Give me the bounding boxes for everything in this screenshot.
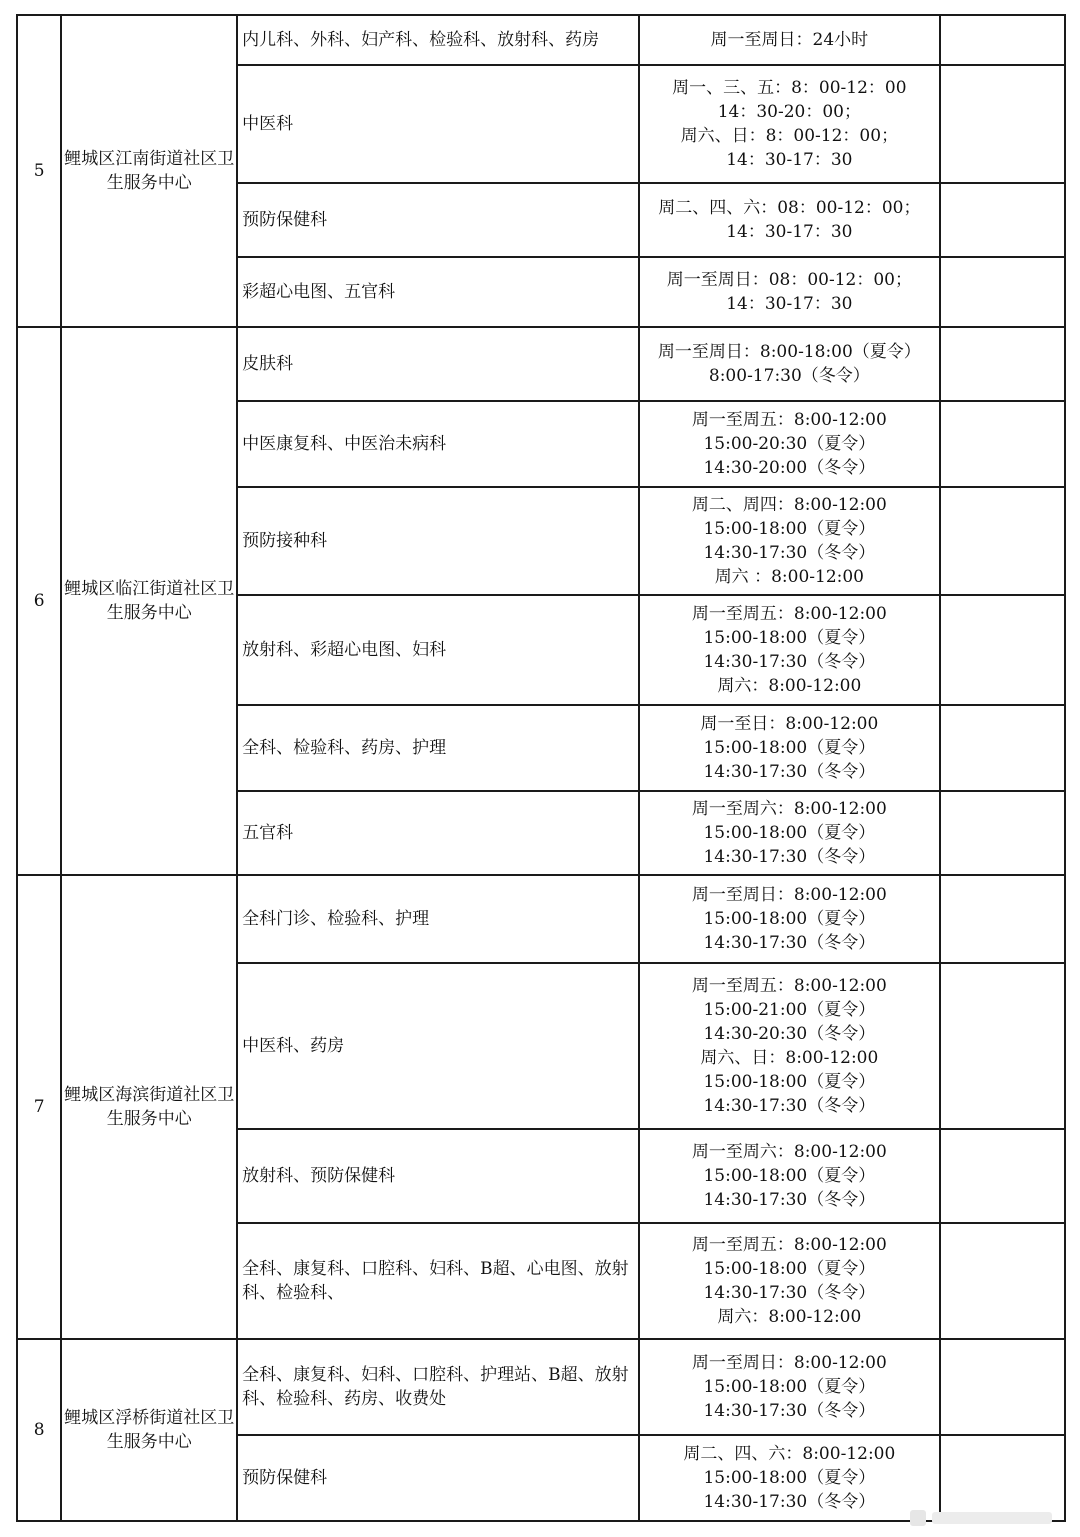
schedule-table — [16, 14, 1066, 1522]
hours-line: 周一至周五：8:00-12:00 — [691, 976, 887, 996]
hours-line: 15:00-18:00（夏令） — [703, 519, 876, 539]
hours-line: 周一至周五：8:00-12:00 — [691, 604, 887, 624]
hours-line: 14:30-17:30（冬令） — [703, 847, 876, 867]
hours-line: 14:30-17:30（冬令） — [703, 1283, 876, 1303]
blank-cell — [940, 875, 1065, 963]
hours-line: 周六、日：8:00-12:00 — [700, 1048, 879, 1068]
hours-cell — [639, 595, 940, 705]
blank-cell — [940, 401, 1065, 487]
department-cell: 全科、康复科、妇科、口腔科、护理站、B超、放射科、检验科、药房、收费处 — [237, 1339, 639, 1435]
hours-cell — [639, 1129, 940, 1223]
blank-cell — [940, 595, 1065, 705]
department-cell: 内儿科、外科、妇产科、检验科、放射科、药房 — [237, 15, 639, 65]
blank-cell — [940, 487, 1065, 595]
blank-cell — [940, 327, 1065, 401]
department-cell: 皮肤科 — [237, 327, 639, 401]
hours-line: 15:00-20:30（夏令） — [703, 434, 876, 454]
hours-line: 周六：8:00-12:00 — [717, 676, 862, 696]
blank-cell — [940, 705, 1065, 791]
center-name: 鲤城区临江街道社区卫生服务中心 — [61, 327, 237, 875]
hours-cell — [639, 1435, 940, 1521]
blank-cell — [940, 963, 1065, 1129]
row-number: 8 — [17, 1339, 61, 1521]
blank-cell — [940, 1339, 1065, 1435]
hours-line: 周一至周五：8:00-12:00 — [691, 410, 887, 430]
department-cell: 全科、康复科、口腔科、妇科、B超、心电图、放射科、检验科、 — [237, 1223, 639, 1339]
hours-line: 周一至周日：8:00-12:00 — [691, 1353, 887, 1373]
table-row — [17, 1339, 1065, 1435]
hours-line: 周一至周五：8:00-12:00 — [691, 1235, 887, 1255]
hours-line: 14:30-17:30（冬令） — [703, 1492, 876, 1512]
blank-cell — [940, 183, 1065, 257]
hours-cell — [639, 1339, 940, 1435]
department-cell: 彩超心电图、五官科 — [237, 257, 639, 327]
hours-line: 14:30-17:30（冬令） — [703, 1096, 876, 1116]
department-cell: 预防接种科 — [237, 487, 639, 595]
hours-line: 14:30-17:30（冬令） — [703, 543, 876, 563]
hours-cell — [639, 15, 940, 65]
hours-line: 15:00-18:00（夏令） — [703, 628, 876, 648]
hours-cell — [639, 705, 940, 791]
blank-cell — [940, 15, 1065, 65]
hours-line: 周六、日：8：00-12：00； — [680, 126, 899, 146]
hours-line: 14:30-20:30（冬令） — [703, 1024, 876, 1044]
hours-line: 14:30-17:30（冬令） — [703, 1401, 876, 1421]
hours-line: 14：30-20：00； — [717, 102, 861, 122]
hours-cell — [639, 65, 940, 183]
hours-line: 15:00-21:00（夏令） — [703, 1000, 876, 1020]
hours-line: 14：30-17：30 — [726, 294, 853, 314]
blank-cell — [940, 257, 1065, 327]
department-cell: 中医科 — [237, 65, 639, 183]
hours-line: 15:00-18:00（夏令） — [703, 1166, 876, 1186]
hours-cell — [639, 1223, 940, 1339]
hours-line: 8:00-17:30（冬令） — [708, 366, 870, 386]
hours-cell — [639, 487, 940, 595]
blank-cell — [940, 791, 1065, 875]
watermark-logo — [910, 1507, 1058, 1529]
blank-cell — [940, 1129, 1065, 1223]
department-cell: 五官科 — [237, 791, 639, 875]
hours-line: 14:30-17:30（冬令） — [703, 1190, 876, 1210]
table-row — [17, 15, 1065, 65]
hours-line: 15:00-18:00（夏令） — [703, 1468, 876, 1488]
hours-line: 周一至周日：24小时 — [710, 30, 869, 50]
row-number: 7 — [17, 875, 61, 1339]
hours-line: 15:00-18:00（夏令） — [703, 909, 876, 929]
hours-cell — [639, 875, 940, 963]
hours-line: 14:30-17:30（冬令） — [703, 762, 876, 782]
center-name: 鲤城区海滨街道社区卫生服务中心 — [61, 875, 237, 1339]
center-name: 鲤城区江南街道社区卫生服务中心 — [61, 15, 237, 327]
hours-line: 15:00-18:00（夏令） — [703, 1377, 876, 1397]
hours-line: 15:00-18:00（夏令） — [703, 738, 876, 758]
hours-line: 周一、三、五：8：00-12：00 — [672, 78, 907, 98]
hours-line: 14：30-17：30 — [726, 222, 853, 242]
department-cell: 放射科、彩超心电图、妇科 — [237, 595, 639, 705]
hours-cell — [639, 963, 940, 1129]
row-number: 6 — [17, 327, 61, 875]
hours-line: 14:30-17:30（冬令） — [703, 652, 876, 672]
hours-cell — [639, 183, 940, 257]
department-cell: 中医科、药房 — [237, 963, 639, 1129]
department-cell: 预防保健科 — [237, 1435, 639, 1521]
hours-line: 周一至周日：8:00-12:00 — [691, 885, 887, 905]
department-cell: 全科、检验科、药房、护理 — [237, 705, 639, 791]
hours-cell — [639, 327, 940, 401]
hours-line: 15:00-18:00（夏令） — [703, 1259, 876, 1279]
hours-line: 周六：8:00-12:00 — [717, 1307, 862, 1327]
hours-line: 周一至周日：8:00-18:00（夏令） — [657, 342, 921, 362]
hours-line: 15:00-18:00（夏令） — [703, 1072, 876, 1092]
blank-cell — [940, 65, 1065, 183]
table-row — [17, 875, 1065, 963]
department-cell: 中医康复科、中医治未病科 — [237, 401, 639, 487]
hours-line: 周二、周四：8:00-12:00 — [691, 495, 887, 515]
department-cell: 放射科、预防保健科 — [237, 1129, 639, 1223]
hours-cell — [639, 791, 940, 875]
blank-cell — [940, 1223, 1065, 1339]
hours-cell — [639, 257, 940, 327]
table-row — [17, 327, 1065, 401]
department-cell: 预防保健科 — [237, 183, 639, 257]
hours-cell — [639, 401, 940, 487]
hours-line: 周一至周六：8:00-12:00 — [691, 1142, 887, 1162]
hours-line: 周一至日：8:00-12:00 — [700, 714, 879, 734]
center-name: 鲤城区浮桥街道社区卫生服务中心 — [61, 1339, 237, 1521]
hours-line: 周二、四、六：08：00-12：00； — [658, 198, 921, 218]
hours-line: 周一至周日：08：00-12：00； — [666, 270, 912, 290]
hours-line: 周一至周六：8:00-12:00 — [691, 799, 887, 819]
hours-line: 14:30-17:30（冬令） — [703, 933, 876, 953]
row-number: 5 — [17, 15, 61, 327]
hours-line: 14：30-17：30 — [726, 150, 853, 170]
hours-line: 14:30-20:00（冬令） — [703, 458, 876, 478]
hours-line: 15:00-18:00（夏令） — [703, 823, 876, 843]
hours-line: 周二、四、六：8:00-12:00 — [683, 1444, 896, 1464]
hours-line: 周六 ：8:00-12:00 — [714, 567, 865, 587]
department-cell: 全科门诊、检验科、护理 — [237, 875, 639, 963]
